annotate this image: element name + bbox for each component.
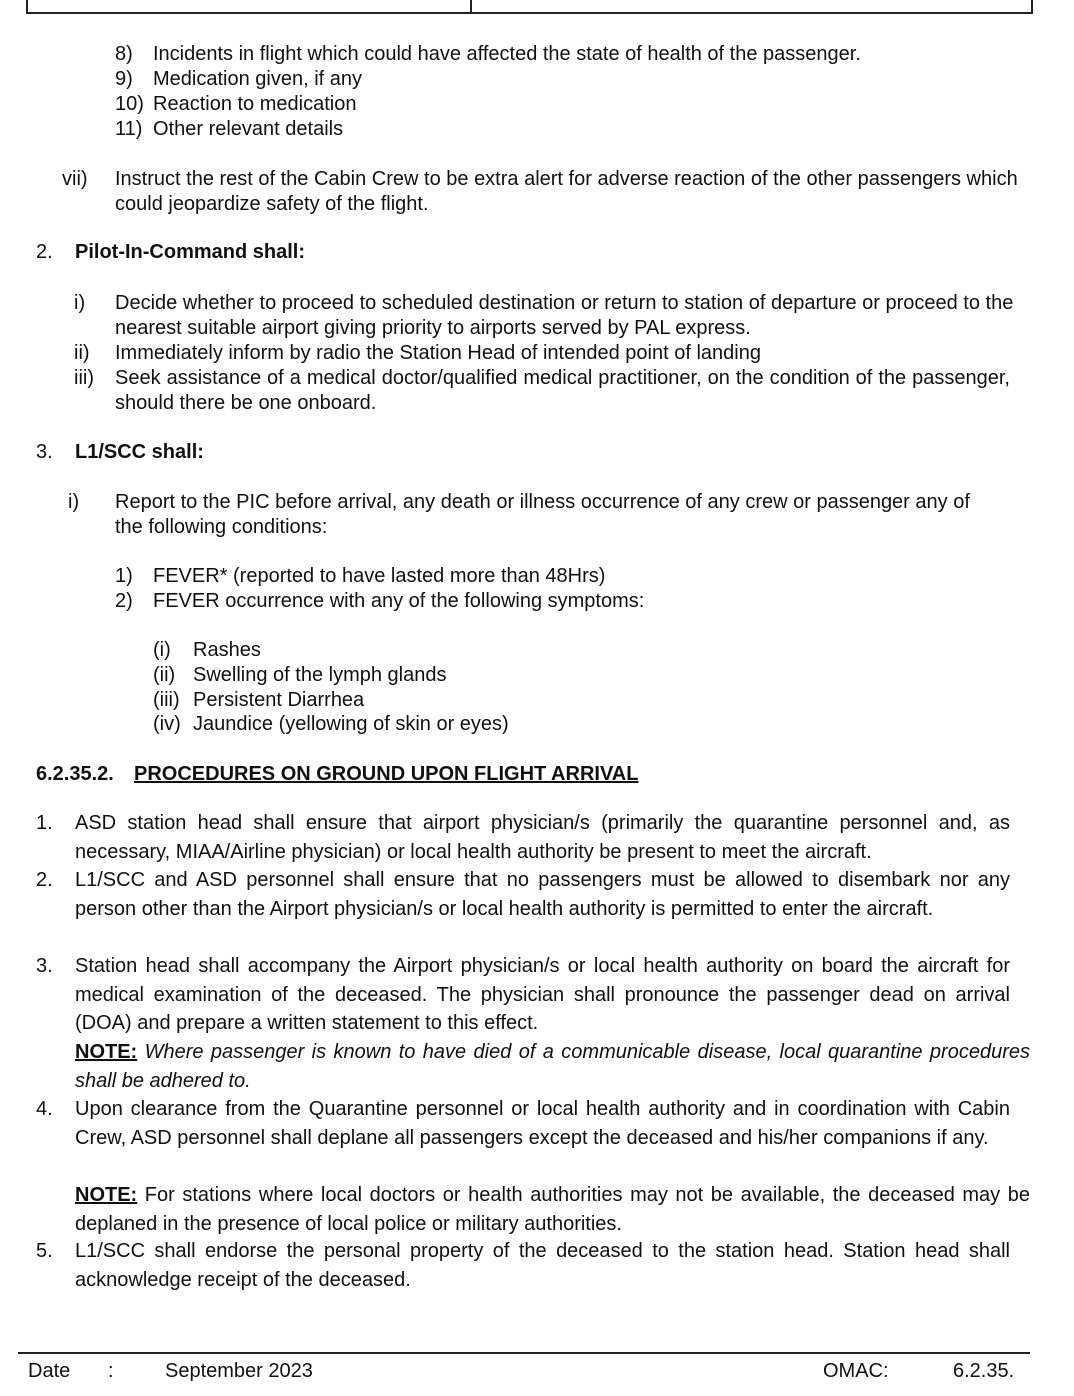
list-item-text: FEVER* (reported to have lasted more than 48Hrs): [153, 565, 606, 587]
list-item-text: Report to the PIC before arrival, any death or illness occurrence of any crew or passenger any of the following conditions:: [115, 491, 970, 538]
list-number: 5.: [36, 1240, 53, 1262]
list-number: 8): [115, 43, 133, 65]
list-item-text: Seek assistance of a medical doctor/qualified medical practitioner, on the condition of the passenger, should there be one onboard.: [115, 367, 1010, 414]
list-item-text: Other relevant details: [153, 118, 344, 140]
list-item-text: Reaction to medication: [153, 93, 357, 115]
list-number: vii): [62, 168, 88, 190]
list-item-text: Upon clearance from the Quarantine personnel or local health authority and in coordination with Cabin Crew, ASD personnel shall deplane all passengers except the deceased and his/her companions if any.: [75, 1098, 1010, 1149]
list-item-text: FEVER occurrence with any of the following symptoms:: [153, 590, 645, 612]
list-number: 2.: [36, 869, 53, 891]
list-item-text: Persistent Diarrhea: [193, 689, 365, 711]
list-item-text: Station head shall accompany the Airport physician/s or local health authority on board the aircraft for medical examination of the deceased. The physician shall pronounce the passenger dead on arrival (DOA) and prepare a written statement to this effect.: [75, 955, 1010, 1034]
list-number: (i): [153, 639, 171, 661]
list-item-text: Instruct the rest of the Cabin Crew to be extra alert for adverse reaction of the other passengers which could jeopardize safety of the flight.: [115, 168, 1018, 215]
list-number: (iv): [153, 713, 181, 735]
list-number: ii): [74, 342, 90, 364]
list-item-text: Immediately inform by radio the Station Head of intended point of landing: [115, 342, 761, 364]
section-title: PROCEDURES ON GROUND UPON FLIGHT ARRIVAL: [134, 763, 639, 785]
footer-omac-value: 6.2.35.: [953, 1360, 1015, 1382]
note-label: NOTE:: [75, 1041, 138, 1063]
note: [75, 1181, 1030, 1238]
section-number: 6.2.35.2.: [36, 763, 114, 785]
note-text: Where passenger is known to have died of a communicable disease, local quarantine procedures shall be adhered to.: [75, 1041, 1030, 1092]
footer-omac-label: OMAC:: [823, 1360, 889, 1382]
section-heading: Pilot-In-Command shall:: [75, 241, 305, 263]
footer-rule: [18, 1352, 1030, 1354]
footer-date-separator: :: [108, 1360, 114, 1382]
list-item-text: Rashes: [193, 639, 261, 661]
list-item-text: L1/SCC and ASD personnel shall ensure that no passengers must be allowed to disembark nor any person other than the Airport physician/s or local health authority is permitted to enter the aircraft.: [75, 869, 1010, 920]
list-number: i): [74, 292, 86, 314]
list-number: 1): [115, 565, 133, 587]
list-item-text: Jaundice (yellowing of skin or eyes): [193, 713, 509, 735]
list-item-text: Decide whether to proceed to scheduled destination or return to station of departure or proceed to the nearest suitable airport giving priority to airports served by PAL express.: [115, 292, 1014, 339]
list-item-text: Medication given, if any: [153, 68, 363, 90]
section-number: 3.: [36, 441, 53, 463]
footer-date-value: September 2023: [165, 1360, 313, 1382]
list-item-text: Swelling of the lymph glands: [193, 664, 447, 686]
list-number: iii): [74, 367, 94, 389]
list-number: 2): [115, 590, 133, 612]
list-number: 9): [115, 68, 133, 90]
list-number: 4.: [36, 1098, 53, 1120]
list-number: i): [68, 491, 80, 513]
list-number: (iii): [153, 689, 180, 711]
section-heading: L1/SCC shall:: [75, 441, 204, 463]
list-number: 3.: [36, 955, 53, 977]
footer-date-label: Date: [28, 1360, 71, 1382]
note-label: NOTE:: [75, 1184, 138, 1206]
list-item-text: Incidents in flight which could have affected the state of health of the passenger.: [153, 43, 861, 65]
note-text: For stations where local doctors or health authorities may not be available, the deceased may be deplaned in the presence of local police or military authorities.: [75, 1184, 1030, 1235]
header-table-fragment: [26, 0, 1033, 14]
header-table-divider: [470, 0, 472, 12]
list-item-text: L1/SCC shall endorse the personal property of the deceased to the station head. Station head shall acknowledge receipt of the deceased.: [75, 1240, 1010, 1291]
list-number: 1.: [36, 812, 53, 834]
list-number: (ii): [153, 664, 176, 686]
section-number: 2.: [36, 241, 53, 263]
note: [75, 1038, 1030, 1095]
list-number: 10): [115, 93, 144, 115]
list-number: 11): [115, 118, 143, 140]
list-item-text: ASD station head shall ensure that airport physician/s (primarily the quarantine personnel and, as necessary, MIAA/Airline physician) or local health authority be present to meet the aircraft.: [75, 812, 1010, 863]
